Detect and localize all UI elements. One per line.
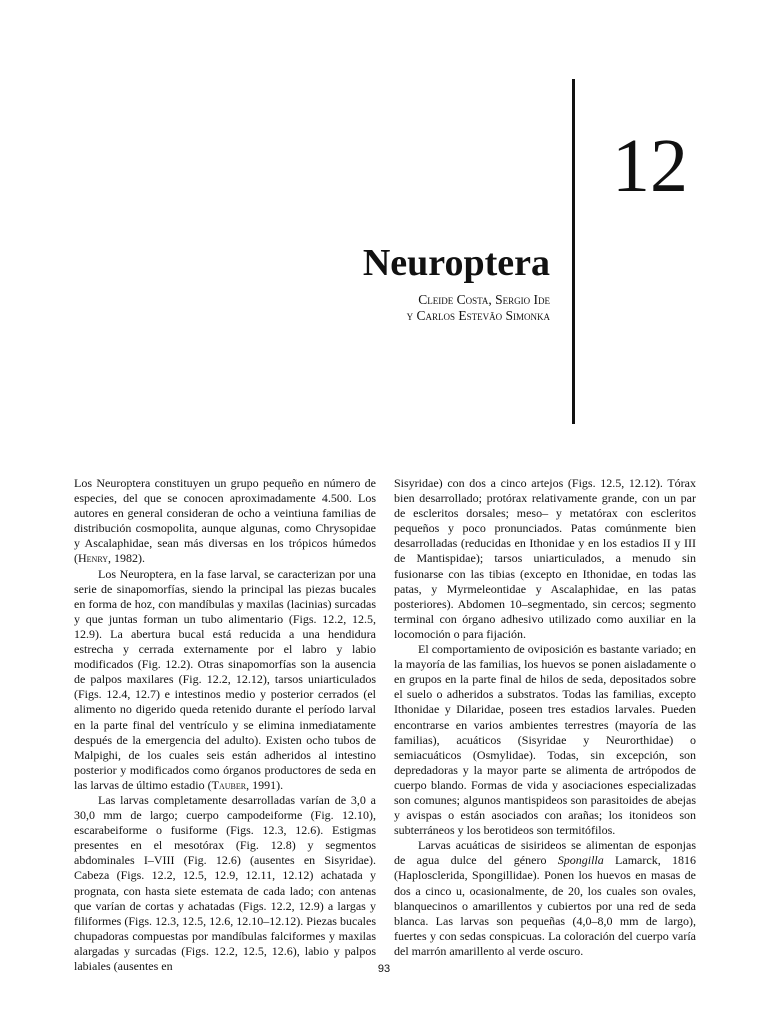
- body-column-right: [394, 476, 696, 959]
- chapter-number: 12: [612, 124, 688, 208]
- paragraph-oviposition: El comportamiento de oviposición es bastante variado; en la mayoría de las familias, los huevos se ponen aisladamente o en grupos en la parte final de hilos de seda, depositados sobre el suelo o adheridos a substratos. Todas las familias, excepto Ithonidae y Dilaridae, poseen tres estadios larvales. Pueden encontrarse en varios ambientes terrestres (mayoría de las familias), acuáticos (Sisyridae y Neurorthidae) o semiacuáticos (Osmylidae). Todas, sin excepción, son depredadoras y la mayor parte se alimenta de artrópodos de cuerpo blando. Formas de vida y asociaciones especializadas son comunes; algunos mantispideos son parasitoides de abejas y avispas o están asociados con arañas; los itonideos son subterráneos y los berotideos son termitófilos.: [394, 642, 696, 838]
- body-column-left: [74, 476, 376, 974]
- citation-author: Henry: [78, 551, 109, 566]
- paragraph-larvae-description: Las larvas completamente desarrolladas varían de 3,0 a 30,0 mm de largo; cuerpo campodeiforme (Fig. 12.10), escarabeiforme o fusiforme (Figs. 12.3, 12.6). Estigmas presentes en el mesotórax (Fig. 12.8) y segmentos abdominales I–VIII (Fig. 12.6) (ausentes en Sisyridae). Cabeza (Figs. 12.2, 12.5, 12.9, 12.11, 12.12) achatada y prognata, con hasta siete estemata de cada lado; con antenas que varían de cortas y achatadas (Figs. 12.2, 12.9) a largas y filiformes (Figs. 12.3, 12.5, 12.6, 12.10–12.12). Piezas bucales chupadoras compuestas por mandíbulas falciformes y maxilas alargadas y surcadas (Figs. 12.2, 12.5, 12.6), labio y palpos labiales (ausentes en: [74, 792, 376, 973]
- paragraph-larvae-continued: Sisyridae) con dos a cinco artejos (Figs. 12.5, 12.12). Tórax bien desarrollado; protórax relativamente grande, con un par de escleritos dorsales; meso– y metatórax con escleritos pequeños y poco pronunciados. Patas comúnmente bien desarrolladas (reducidas en Ithonidae y en los estadios II y III de Mantispidae); tarsos uniarticulados, a menudo sin fusionarse con las tibias (excepto en Ithonidae, en todas las patas, y Myrmeleontidae y Ascalaphidae, en las patas posteriores). Abdomen 10–segmentado, sin cercos; segmento terminal con órgano adhesivo utilizado como auxiliar en la locomoción o para fijación.: [394, 476, 696, 641]
- chapter-title: Neuroptera: [362, 242, 550, 284]
- page-number: 93: [377, 963, 391, 975]
- authors-line-2: y Carlos Estevão Simonka: [406, 308, 550, 323]
- paragraph-aquatic-larvae: Larvas acuáticas de sisirideos se alimentan de esponjas de agua dulce del género Spongilla Lamarck, 1816 (Haplosclerida, Spongillidae). Ponen los huevos en masas de dos a cinco u, ocasionalmente, de 20, los cuales son ovales, blanquecinos o amarillentos y cubiertos por una red de seda blanca. Las larvas son pequeñas (4,0–8,0 mm de largo), fuertes y con sedas conspicuas. La coloración del cuerpo varía del marrón amarillento al verde oscuro.: [394, 838, 696, 958]
- chapter-divider-line: [572, 79, 575, 424]
- paragraph-synapomorphies: Los Neuroptera, en la fase larval, se caracterizan por una serie de sinapomorfías, siendo la principal las piezas bucales en forma de hoz, con mandíbulas y maxilas (lacinias) surcadas y que juntas forman un tubo alimentario (Figs. 12.2, 12.5, 12.9). La abertura bucal está reducida a una hendidura estrecha y cerrada externamente por el labro y labio modificados (Fig. 12.2). Otras sinapomorfías son la ausencia de palpos maxilares (Fig. 12.2, 12.12), tarsos uniarticulados (Figs. 12.4, 12.7) e intestinos medio y posterior cerrados (el alimento no digerido queda retenido durante el período larval en la parte final del ventrículo y se elimina inmediatamente después de la emergencia del adulto). Existen ocho tubos de Malpighi, de los cuales seis están adheridos al intestino posterior y modificados como órganos productores de seda en las larvas de último estadio (Tauber, 1991).: [74, 566, 376, 792]
- authors-line-1: Cleide Costa, Sergio Ide: [418, 292, 550, 307]
- genus-name: Spongilla: [557, 853, 604, 868]
- chapter-authors: [407, 292, 550, 324]
- paragraph-intro: Los Neuroptera constituyen un grupo pequeño en número de especies, del que se conocen aproximadamente 4.500. Los autores en general consideran de ocho a veintiuna familias de distribución cosmopolita, aunque algunas, como Chrysopidae y Ascalaphidae, sean más diversas en los trópicos húmedos (Henry, 1982).: [74, 476, 376, 566]
- citation-author: Tauber: [211, 777, 247, 792]
